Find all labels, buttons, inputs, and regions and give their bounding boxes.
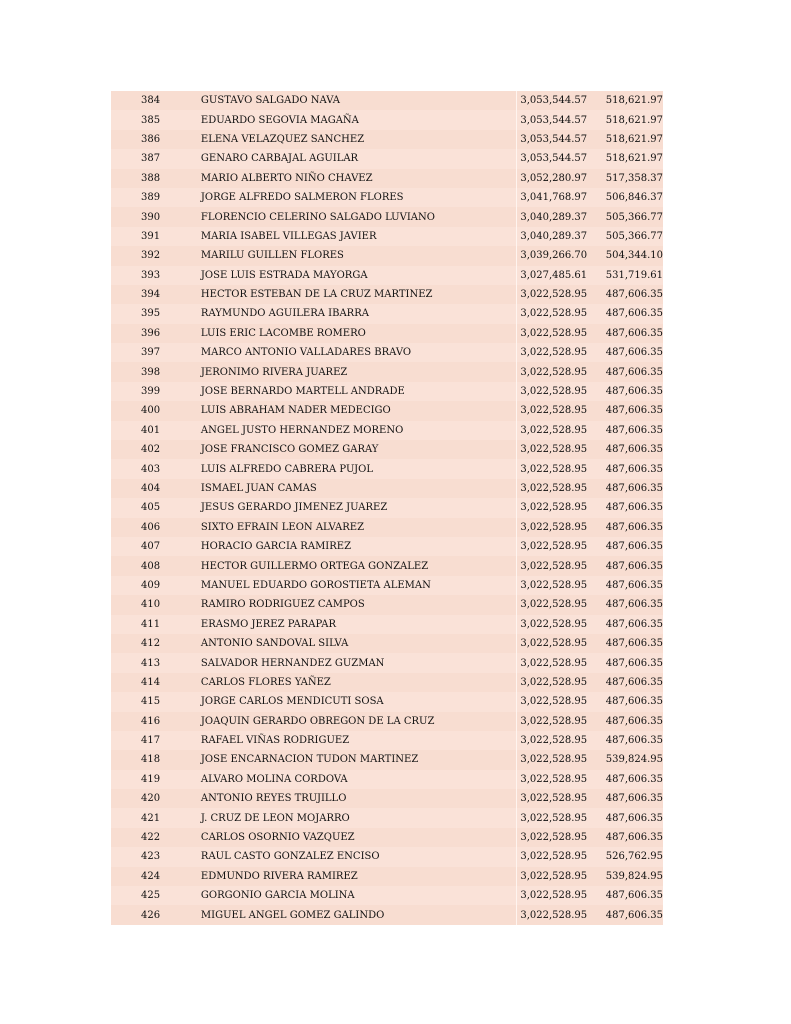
row-number: 390 <box>141 211 161 223</box>
row-number: 422 <box>141 832 161 844</box>
amount-total: 3,052,280.97 <box>520 172 588 184</box>
table-row <box>111 595 663 614</box>
amount-secondary: 487,606.35 <box>605 812 663 824</box>
table-row <box>111 246 663 265</box>
amount-secondary: 487,606.35 <box>605 308 663 320</box>
table-row <box>111 712 663 731</box>
table-row <box>111 421 663 440</box>
row-number: 388 <box>141 172 161 184</box>
amount-secondary: 487,606.35 <box>605 366 663 378</box>
amount-secondary: 487,606.35 <box>605 424 663 436</box>
row-number: 387 <box>141 153 161 165</box>
amount-secondary: 487,606.35 <box>605 715 663 727</box>
person-name: MARILU GUILLEN FLORES <box>200 250 344 262</box>
person-name: JESUS GERARDO JIMENEZ JUAREZ <box>200 502 388 514</box>
person-name: RAUL CASTO GONZALEZ ENCISO <box>200 851 380 863</box>
person-name: GORGONIO GARCIA MOLINA <box>200 890 355 902</box>
person-name: JERONIMO RIVERA JUAREZ <box>200 366 348 378</box>
amount-secondary: 487,606.35 <box>605 735 663 747</box>
amount-total: 3,022,528.95 <box>520 870 588 882</box>
table-row <box>111 382 663 401</box>
table-row <box>111 576 663 595</box>
table-row <box>111 886 663 905</box>
amount-total: 3,022,528.95 <box>520 618 588 630</box>
table-row <box>111 653 663 672</box>
amount-total: 3,022,528.95 <box>520 773 588 785</box>
person-name: ANGEL JUSTO HERNANDEZ MORENO <box>200 424 404 436</box>
amount-secondary: 487,606.35 <box>605 657 663 669</box>
row-number: 416 <box>141 715 161 727</box>
amount-total: 3,027,485.61 <box>520 269 588 281</box>
table-row <box>111 556 663 575</box>
row-number: 417 <box>141 735 161 747</box>
amount-total: 3,022,528.95 <box>520 715 588 727</box>
row-number: 418 <box>141 754 161 766</box>
amount-total: 3,022,528.95 <box>520 638 588 650</box>
amount-total: 3,053,544.57 <box>520 153 588 165</box>
row-number: 414 <box>141 676 161 688</box>
table-row <box>111 498 663 517</box>
table-row <box>111 130 663 149</box>
amount-total: 3,022,528.95 <box>520 754 588 766</box>
amount-secondary: 487,606.35 <box>605 502 663 514</box>
person-name: MARCO ANTONIO VALLADARES BRAVO <box>200 347 412 359</box>
amount-secondary: 487,606.35 <box>605 289 663 301</box>
amount-secondary: 518,621.97 <box>605 133 663 145</box>
amount-secondary: 487,606.35 <box>605 890 663 902</box>
amount-total: 3,022,528.95 <box>520 793 588 805</box>
amount-total: 3,022,528.95 <box>520 696 588 708</box>
amount-secondary: 531,719.61 <box>605 269 663 281</box>
amount-total: 3,053,544.57 <box>520 133 588 145</box>
amount-secondary: 487,606.35 <box>605 773 663 785</box>
table-row <box>111 343 663 362</box>
amount-secondary: 487,606.35 <box>605 618 663 630</box>
amount-total: 3,053,544.57 <box>520 114 588 126</box>
table-row <box>111 227 663 246</box>
amount-total: 3,041,768.97 <box>520 192 588 204</box>
amount-total: 3,022,528.95 <box>520 347 588 359</box>
amount-total: 3,022,528.95 <box>520 424 588 436</box>
row-number: 424 <box>141 870 161 882</box>
amount-secondary: 487,606.35 <box>605 405 663 417</box>
person-name: ELENA VELAZQUEZ SANCHEZ <box>200 133 365 145</box>
amount-secondary: 487,606.35 <box>605 327 663 339</box>
amount-secondary: 517,358.37 <box>605 172 663 184</box>
amount-secondary: 487,606.35 <box>605 386 663 398</box>
person-name: JOSE LUIS ESTRADA MAYORGA <box>200 269 368 281</box>
amount-total: 3,022,528.95 <box>520 502 588 514</box>
person-name: CARLOS OSORNIO VAZQUEZ <box>200 832 355 844</box>
person-name: GUSTAVO SALGADO NAVA <box>200 95 341 107</box>
person-name: GENARO CARBAJAL AGUILAR <box>200 153 359 165</box>
person-name: HORACIO GARCIA RAMIREZ <box>200 541 352 553</box>
amount-secondary: 487,606.35 <box>605 560 663 572</box>
amount-secondary: 487,606.35 <box>605 832 663 844</box>
row-number: 420 <box>141 793 161 805</box>
amount-secondary: 506,846.37 <box>605 192 663 204</box>
row-number: 405 <box>141 502 161 514</box>
person-name: JOSE FRANCISCO GOMEZ GARAY <box>200 444 379 456</box>
table-row <box>111 615 663 634</box>
row-number: 397 <box>141 347 161 359</box>
amount-total: 3,022,528.95 <box>520 444 588 456</box>
person-name: RAYMUNDO AGUILERA IBARRA <box>200 308 369 320</box>
amount-secondary: 487,606.35 <box>605 483 663 494</box>
row-number: 398 <box>141 366 161 378</box>
amount-total: 3,022,528.95 <box>520 812 588 824</box>
row-number: 407 <box>141 541 161 553</box>
table-row <box>111 673 663 692</box>
person-name: LUIS ERIC LACOMBE ROMERO <box>200 327 366 339</box>
row-number: 402 <box>141 444 161 456</box>
amount-secondary: 487,606.35 <box>605 599 663 611</box>
table-row <box>111 285 663 304</box>
person-name: JOSE ENCARNACION TUDON MARTINEZ <box>200 754 419 766</box>
table-row <box>111 188 663 207</box>
amount-secondary: 487,606.35 <box>605 444 663 456</box>
person-name: SIXTO EFRAIN LEON ALVAREZ <box>200 521 365 533</box>
table-row <box>111 828 663 847</box>
person-name: CARLOS FLORES YAÑEZ <box>200 676 331 688</box>
person-name: MARIO ALBERTO NIÑO CHAVEZ <box>200 172 373 184</box>
row-number: 419 <box>141 773 161 785</box>
row-number: 384 <box>141 95 161 107</box>
person-name: ANTONIO SANDOVAL SILVA <box>200 638 349 650</box>
row-number: 426 <box>141 909 161 921</box>
amount-total: 3,022,528.95 <box>520 386 588 398</box>
amount-secondary: 505,366.77 <box>605 230 663 242</box>
row-number: 386 <box>141 133 161 145</box>
amount-total: 3,022,528.95 <box>520 308 588 320</box>
amount-total: 3,022,528.95 <box>520 735 588 747</box>
table-row <box>111 362 663 381</box>
amount-total: 3,022,528.95 <box>520 657 588 669</box>
amount-total: 3,022,528.95 <box>520 676 588 688</box>
person-name: ERASMO JEREZ PARAPAR <box>200 618 337 630</box>
amount-secondary: 487,606.35 <box>605 347 663 359</box>
amount-secondary: 487,606.35 <box>605 909 663 921</box>
row-number: 399 <box>141 386 161 398</box>
amount-total: 3,022,528.95 <box>520 579 588 591</box>
amount-secondary: 487,606.35 <box>605 541 663 553</box>
table-row <box>111 169 663 188</box>
amount-total: 3,039,266.70 <box>520 250 588 262</box>
person-name: LUIS ALFREDO CABRERA PUJOL <box>200 463 373 475</box>
row-number: 415 <box>141 696 161 708</box>
person-name: LUIS ABRAHAM NADER MEDECIGO <box>200 405 391 417</box>
person-name: EDMUNDO RIVERA RAMIREZ <box>200 870 358 882</box>
table-row <box>111 401 663 420</box>
table-row <box>111 304 663 323</box>
person-name: ALVARO MOLINA CORDOVA <box>200 773 348 785</box>
amount-secondary: 518,621.97 <box>605 114 663 126</box>
row-number: 411 <box>141 618 161 630</box>
amount-secondary: 487,606.35 <box>605 579 663 591</box>
amount-secondary: 539,824.95 <box>605 870 663 882</box>
amount-secondary: 487,606.35 <box>605 521 663 533</box>
table-row <box>111 149 663 168</box>
table-row <box>111 518 663 537</box>
row-number: 412 <box>141 638 161 650</box>
amount-total: 3,022,528.95 <box>520 832 588 844</box>
table-row <box>111 91 663 110</box>
table-row <box>111 266 663 285</box>
amount-total: 3,040,289.37 <box>520 211 588 223</box>
amount-total: 3,022,528.95 <box>520 541 588 553</box>
row-number: 403 <box>141 463 161 475</box>
table-row <box>111 847 663 866</box>
person-name: JOSE BERNARDO MARTELL ANDRADE <box>200 386 405 398</box>
row-number: 413 <box>141 657 161 669</box>
table-row <box>111 789 663 808</box>
table-row <box>111 324 663 343</box>
amount-total: 3,022,528.95 <box>520 909 588 921</box>
row-number: 421 <box>141 812 161 824</box>
table-row <box>111 750 663 769</box>
person-name: MARIA ISABEL VILLEGAS JAVIER <box>200 230 377 242</box>
person-name: ISMAEL JUAN CAMAS <box>200 483 317 494</box>
amount-total: 3,022,528.95 <box>520 560 588 572</box>
person-name: FLORENCIO CELERINO SALGADO LUVIANO <box>200 211 435 223</box>
person-name: RAMIRO RODRIGUEZ CAMPOS <box>200 599 365 611</box>
row-number: 389 <box>141 192 161 204</box>
person-name: MANUEL EDUARDO GOROSTIETA ALEMAN <box>200 579 431 591</box>
amount-secondary: 487,606.35 <box>605 638 663 650</box>
amount-total: 3,022,528.95 <box>520 483 588 494</box>
row-number: 409 <box>141 579 161 591</box>
person-name: MIGUEL ANGEL GOMEZ GALINDO <box>200 909 385 921</box>
amount-total: 3,040,289.37 <box>520 230 588 242</box>
row-number: 395 <box>141 308 161 320</box>
amount-secondary: 487,606.35 <box>605 696 663 708</box>
amount-total: 3,022,528.95 <box>520 366 588 378</box>
row-number: 393 <box>141 269 161 281</box>
table-row <box>111 440 663 459</box>
table-row <box>111 110 663 129</box>
amount-total: 3,022,528.95 <box>520 463 588 475</box>
table-row <box>111 537 663 556</box>
person-name: EDUARDO SEGOVIA MAGAÑA <box>200 114 359 126</box>
table-row <box>111 731 663 750</box>
row-number: 401 <box>141 424 161 436</box>
row-number: 400 <box>141 405 161 417</box>
row-number: 394 <box>141 289 161 301</box>
amount-secondary: 518,621.97 <box>605 95 663 107</box>
amount-total: 3,022,528.95 <box>520 327 588 339</box>
amount-total: 3,022,528.95 <box>520 890 588 902</box>
amount-total: 3,022,528.95 <box>520 599 588 611</box>
amount-total: 3,022,528.95 <box>520 289 588 301</box>
amount-total: 3,022,528.95 <box>520 521 588 533</box>
row-number: 423 <box>141 851 161 863</box>
table-row <box>111 207 663 226</box>
amount-secondary: 504,344.10 <box>605 250 663 262</box>
row-number: 410 <box>141 599 161 611</box>
amount-secondary: 539,824.95 <box>605 754 663 766</box>
person-name: JORGE ALFREDO SALMERON FLORES <box>200 192 404 204</box>
person-name: JOAQUIN GERARDO OBREGON DE LA CRUZ <box>200 715 435 727</box>
amount-secondary: 487,606.35 <box>605 463 663 475</box>
table-row <box>111 479 663 498</box>
table-row <box>111 634 663 653</box>
person-name: HECTOR ESTEBAN DE LA CRUZ MARTINEZ <box>200 289 433 301</box>
table-row <box>111 867 663 886</box>
amount-secondary: 505,366.77 <box>605 211 663 223</box>
row-number: 404 <box>141 483 161 494</box>
person-name: JORGE CARLOS MENDICUTI SOSA <box>200 696 384 708</box>
table-row <box>111 692 663 711</box>
table-row <box>111 459 663 478</box>
amount-total: 3,053,544.57 <box>520 95 588 107</box>
row-number: 408 <box>141 560 161 572</box>
amount-secondary: 518,621.97 <box>605 153 663 165</box>
row-number: 425 <box>141 890 161 902</box>
data-table <box>111 91 663 925</box>
amount-secondary: 526,762.95 <box>605 851 663 863</box>
person-name: J. CRUZ DE LEON MOJARRO <box>200 812 350 824</box>
amount-total: 3,022,528.95 <box>520 405 588 417</box>
table-row <box>111 770 663 789</box>
amount-secondary: 487,606.35 <box>605 793 663 805</box>
table-row <box>111 905 663 924</box>
person-name: ANTONIO REYES TRUJILLO <box>200 793 347 805</box>
amount-secondary: 487,606.35 <box>605 676 663 688</box>
person-name: HECTOR GUILLERMO ORTEGA GONZALEZ <box>200 560 429 572</box>
person-name: SALVADOR HERNANDEZ GUZMAN <box>200 657 385 669</box>
table-row <box>111 808 663 827</box>
row-number: 391 <box>141 230 161 242</box>
amount-total: 3,022,528.95 <box>520 851 588 863</box>
row-number: 392 <box>141 250 161 262</box>
row-number: 396 <box>141 327 161 339</box>
row-number: 385 <box>141 114 161 126</box>
person-name: RAFAEL VIÑAS RODRIGUEZ <box>200 735 350 747</box>
row-number: 406 <box>141 521 161 533</box>
